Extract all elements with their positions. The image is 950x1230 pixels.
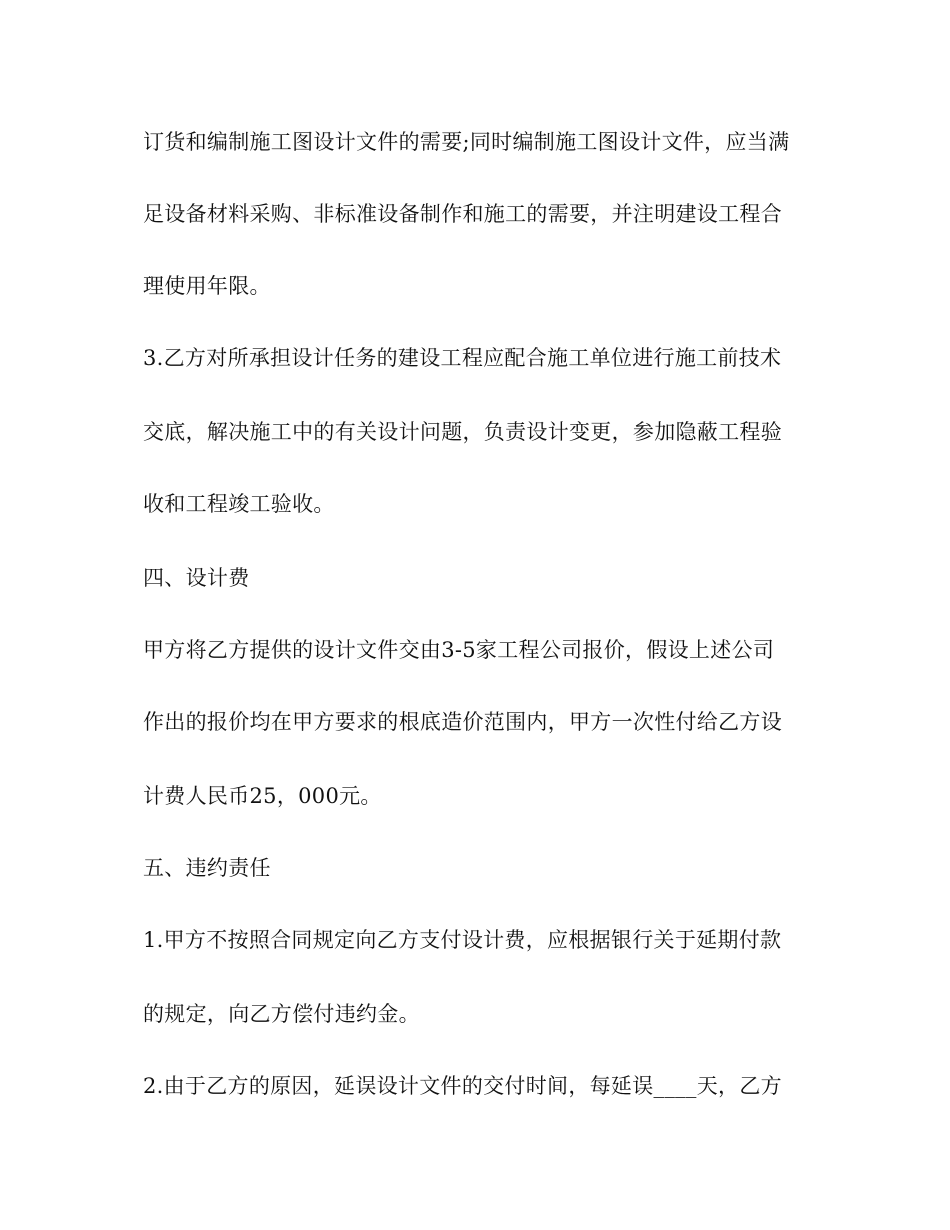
section-heading-design-fee: 四、设计费 — [143, 566, 250, 590]
text-line: 的规定，向乙方偿付违约金。 — [143, 1002, 420, 1026]
text-line: 计费人民币25，000元。 — [143, 784, 382, 808]
text-line: 交底，解决施工中的有关设计问题，负责设计变更，参加隐蔽工程验 — [143, 420, 782, 444]
text-line: 理使用年限。 — [143, 274, 271, 298]
text-line: 收和工程竣工验收。 — [143, 492, 335, 516]
section-heading-liability: 五、违约责任 — [143, 856, 271, 880]
text-line: 甲方将乙方提供的设计文件交由3-5家工程公司报价，假设上述公司 — [143, 638, 775, 662]
clause-3-text: 3.乙方对所承担设计任务的建设工程应配合施工单位进行施工前技术 — [143, 346, 782, 370]
text-line: 足设备材料采购、非标准设备制作和施工的需要，并注明建设工程合 — [143, 202, 782, 226]
clause-1-text: 1.甲方不按照合同规定向乙方支付设计费，应根据银行关于延期付款 — [143, 928, 782, 952]
text-line: 作出的报价均在甲方要求的根底造价范围内，甲方一次性付给乙方设 — [143, 710, 782, 734]
clause-2-text: 2.由于乙方的原因，延误设计文件的交付时间，每延误____天，乙方 — [143, 1074, 782, 1098]
text-line: 订货和编制施工图设计文件的需要;同时编制施工图设计文件，应当满 — [143, 130, 790, 154]
